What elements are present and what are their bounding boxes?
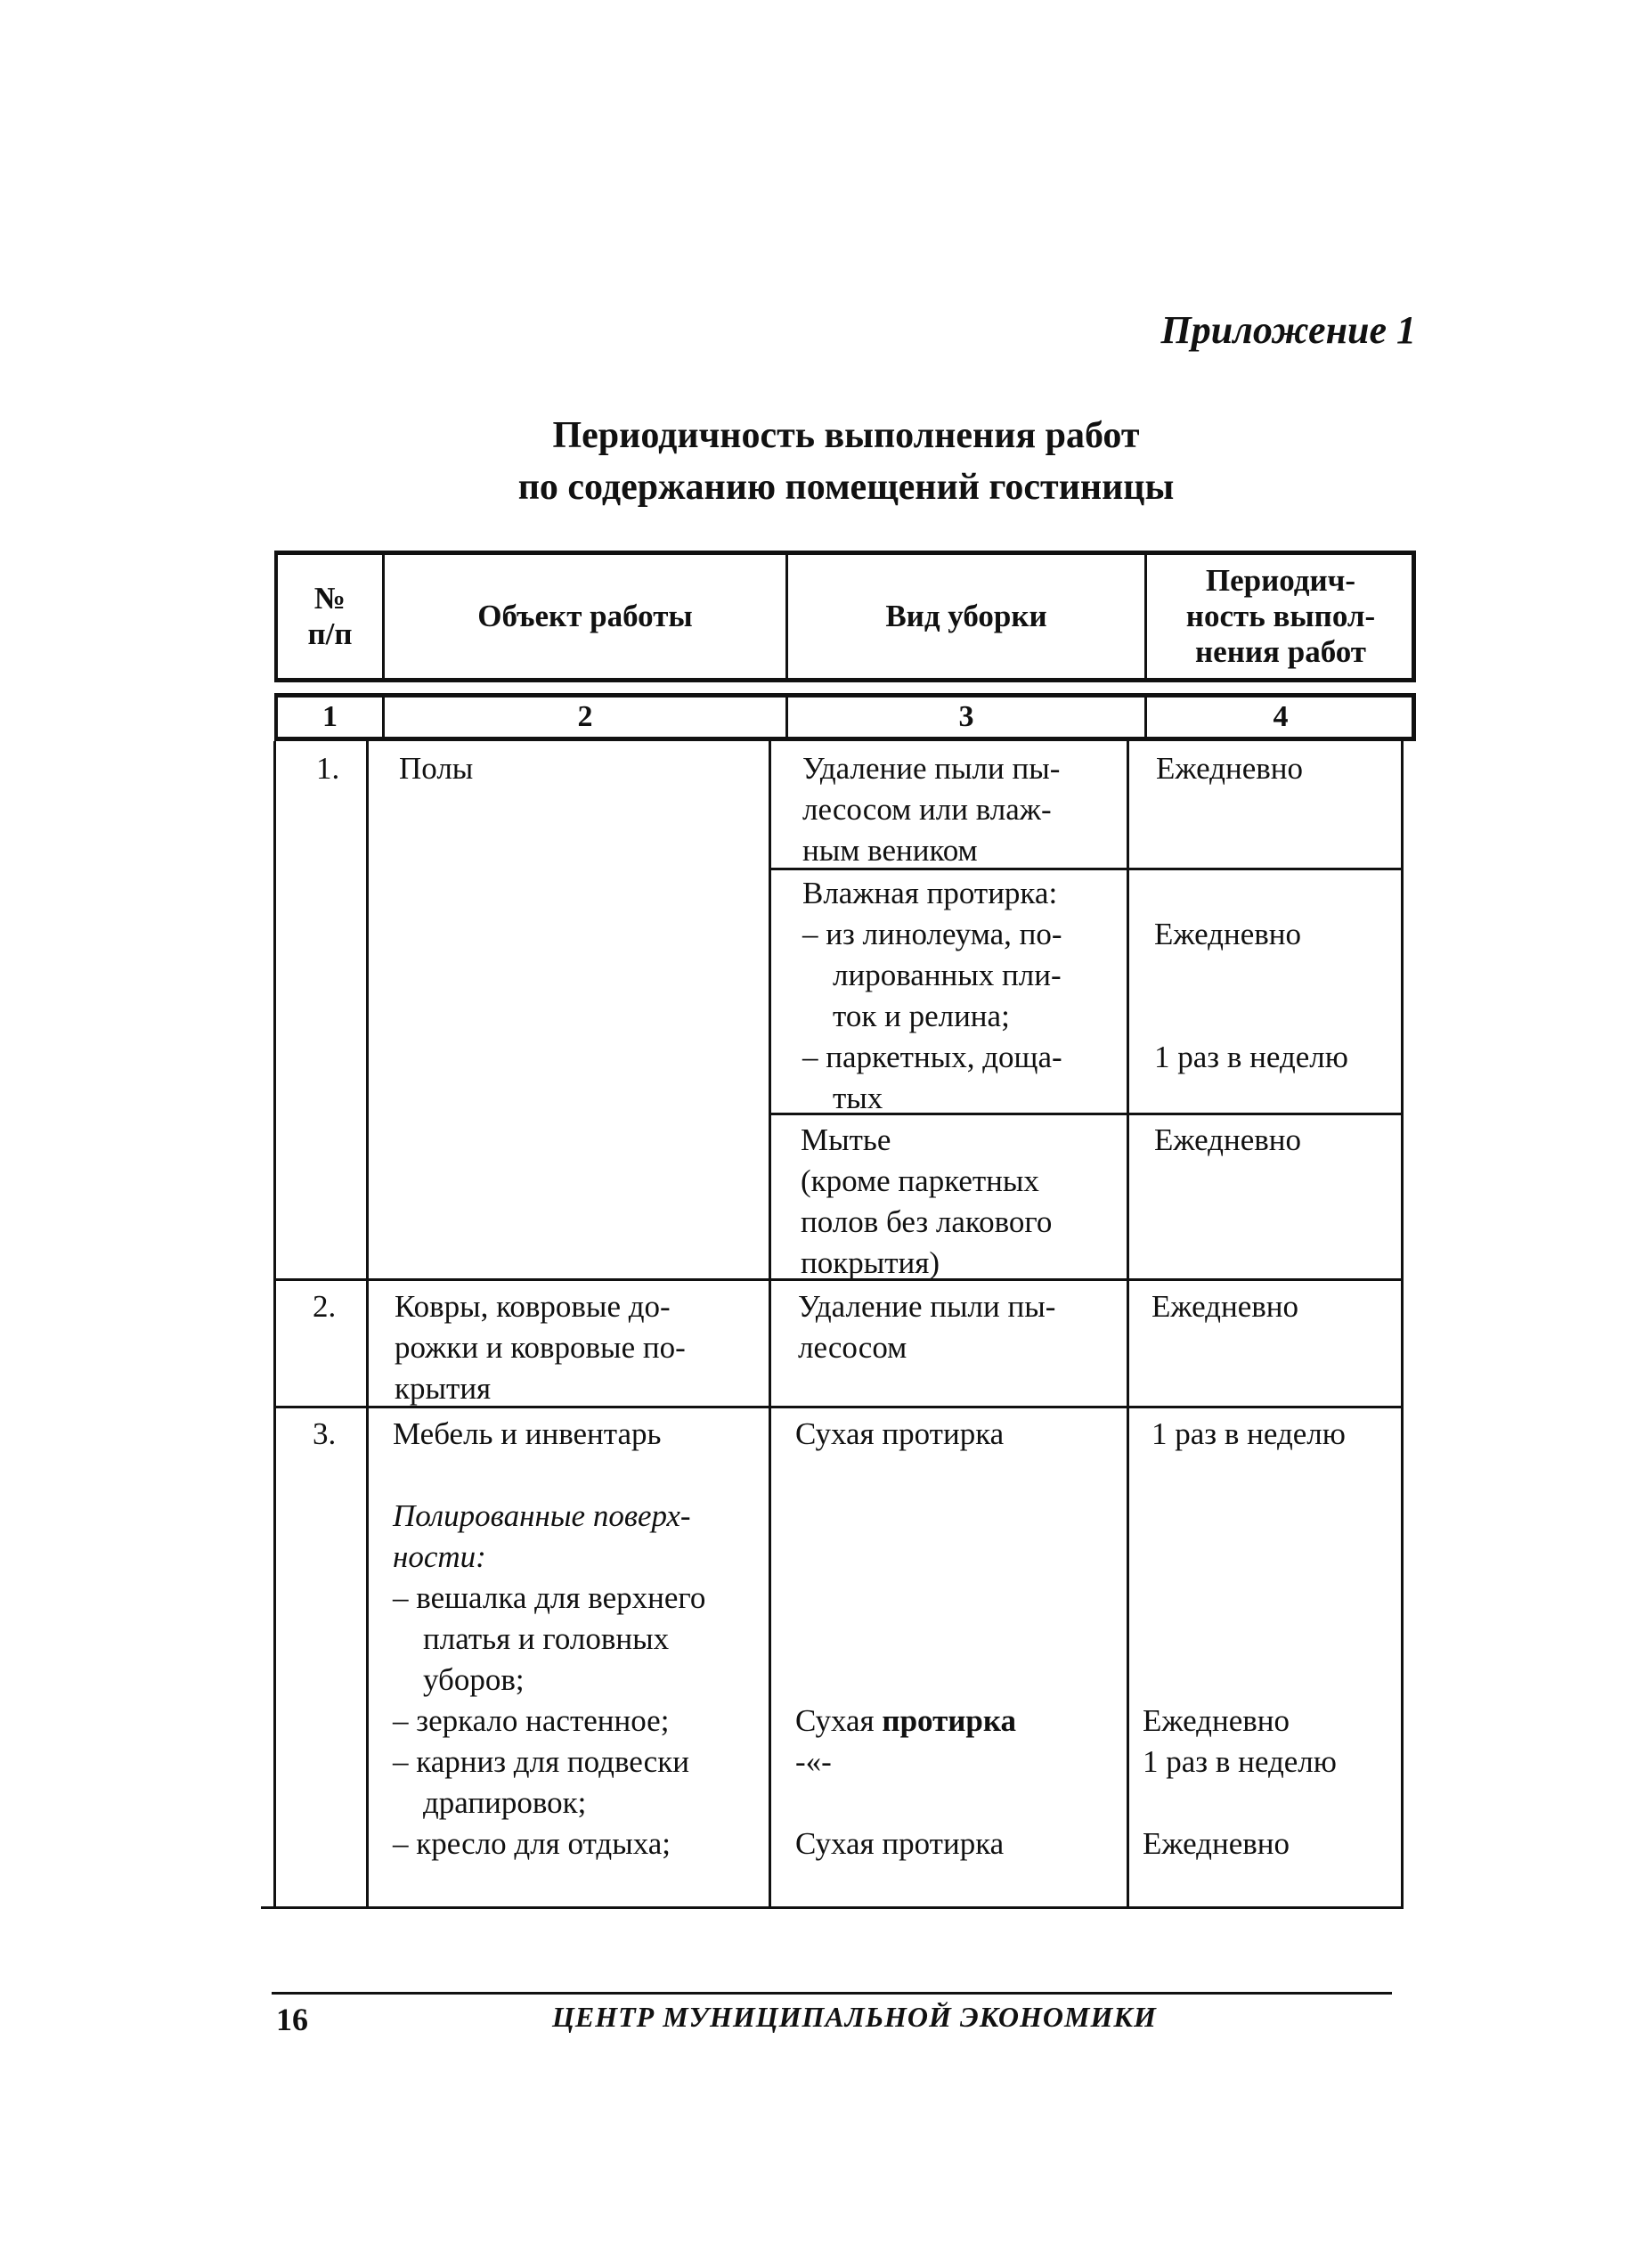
appendix-label: Приложение 1 [1160,308,1416,352]
row-period: Ежедневно [1152,1289,1299,1324]
col-number: 4 [1273,700,1289,733]
col-number: 2 [577,700,593,733]
footer-publisher: ЦЕНТР МУНИЦИПАЛЬНОЙ ЭКОНОМИКИ [552,2001,1157,2033]
header-period-line1: Периодич- [1205,563,1356,598]
row-object: Мебель и инвентарь Полированные поверх- ности: – вешалка для верхнего платья и головных уборов; – зеркало настенное; – карниз для подвески драпировок; – кресло для отдыха; [393,1416,706,1861]
header-period-line2: ность выпол- [1185,599,1376,633]
row-kind: Сухая протирка [795,1416,1005,1451]
row-kind: Сухая протирка [795,1826,1005,1861]
row-number: 2. [313,1289,337,1324]
row-object: Ковры, ковровые до- рожки и ковровые по- крытия [395,1289,686,1406]
header-period [1147,555,1414,678]
row-period: Ежедневно [1154,917,1302,951]
column-numbers-row [274,693,1416,741]
header-num [278,555,382,678]
row-period: Ежедневно [1143,1826,1290,1861]
title-line-2: по содержанию помещений гостиницы [517,467,1175,508]
title-line-1: Периодичность выполнения работ [552,415,1140,456]
row-kind: Мытье (кроме паркетных полов без лакового покрытия) [801,1122,1053,1280]
header-kind: Вид уборки [885,599,1047,633]
row-number: 3. [313,1416,337,1451]
table-header [274,551,1416,682]
page-title [356,410,1336,513]
row-period: 1 раз в неделю [1152,1416,1346,1451]
col-number: 1 [322,700,338,733]
table-body [261,741,1404,1909]
page-number: 16 [276,2002,308,2037]
row-kind: -«- [795,1744,832,1779]
row-kind: Сухая протирка [795,1703,1017,1738]
row-number: 1. [316,751,340,786]
row-period: Ежедневно [1143,1703,1290,1738]
row-period: 1 раз в неделю [1154,1040,1348,1074]
row-period: 1 раз в неделю [1143,1744,1337,1779]
header-period-line3: нения работ [1195,634,1366,669]
row-object: Полы [399,751,474,786]
row-period: Ежедневно [1154,1122,1302,1157]
header-num-line2: п/п [307,616,353,651]
footer-divider [272,1992,1392,1995]
header-object: Объект работы [477,599,693,633]
row-period: Ежедневно [1156,751,1304,786]
header-num-line1: № [313,581,346,616]
row-kind: Влажная протирка: – из линолеума, по- лированных пли- ток и релина; – паркетных, доща- тых [802,876,1062,1115]
row-kind: Удаление пыли пы- лесосом или влаж- ным веником [802,751,1061,868]
col-number: 3 [958,700,974,733]
row-kind: Удаление пыли пы- лесосом [798,1289,1056,1365]
